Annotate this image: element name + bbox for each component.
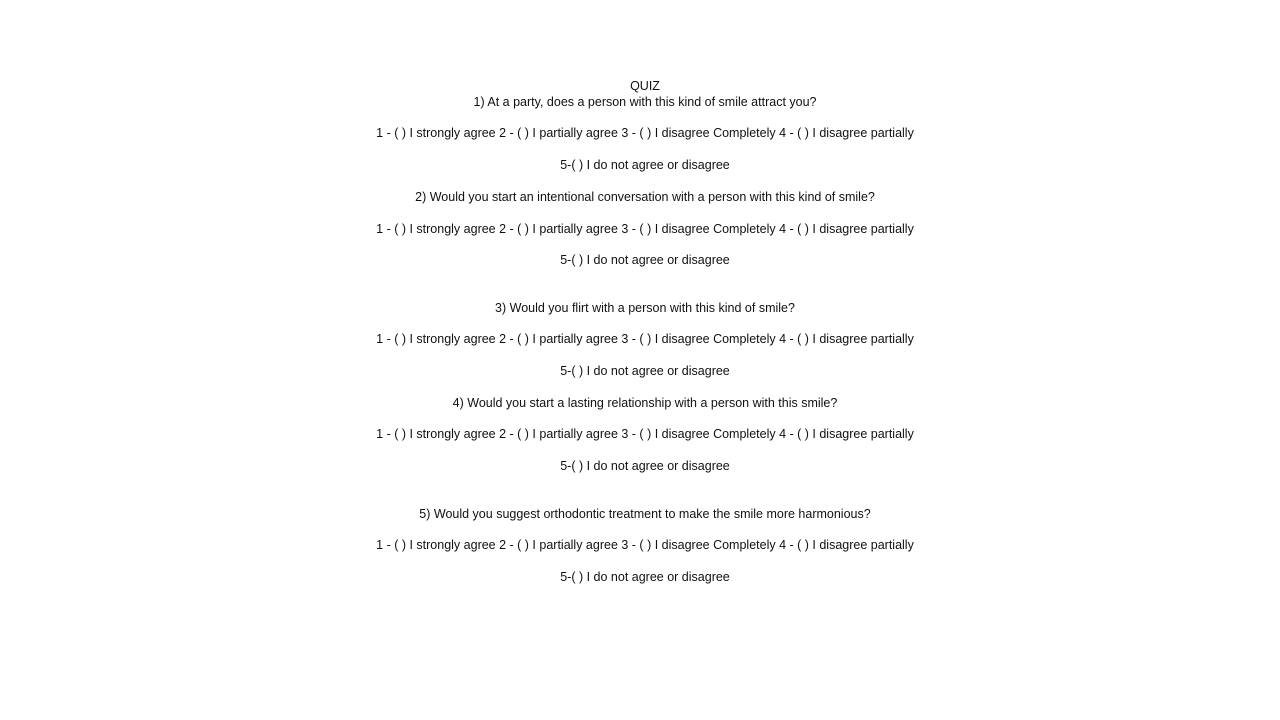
- question-5-options: 1 - ( ) I strongly agree 2 - ( ) I partially agree 3 - ( ) I disagree Completely 4 - ( ) I disagree partially: [376, 538, 914, 552]
- question-3-neutral-option: 5-( ) I do not agree or disagree: [560, 364, 730, 378]
- question-1-neutral-option: 5-( ) I do not agree or disagree: [560, 158, 730, 172]
- question-4-options: 1 - ( ) I strongly agree 2 - ( ) I partially agree 3 - ( ) I disagree Completely 4 - ( ) I disagree partially: [376, 427, 914, 441]
- question-3: 3) Would you flirt with a person with this kind of smile?: [495, 301, 795, 315]
- question-4: 4) Would you start a lasting relationship with a person with this smile?: [452, 396, 838, 410]
- quiz-title: QUIZ: [630, 79, 660, 93]
- question-5: 5) Would you suggest orthodontic treatment to make the smile more harmonious?: [419, 507, 871, 521]
- question-2: 2) Would you start an intentional conversation with a person with this kind of smile?: [415, 190, 875, 204]
- question-5-neutral-option: 5-( ) I do not agree or disagree: [560, 570, 730, 584]
- question-4-neutral-option: 5-( ) I do not agree or disagree: [560, 459, 730, 473]
- question-1-options: 1 - ( ) I strongly agree 2 - ( ) I partially agree 3 - ( ) I disagree Completely 4 - ( ) I disagree partially: [376, 126, 914, 140]
- question-2-neutral-option: 5-( ) I do not agree or disagree: [560, 253, 730, 267]
- question-2-options: 1 - ( ) I strongly agree 2 - ( ) I partially agree 3 - ( ) I disagree Completely 4 - ( ) I disagree partially: [376, 222, 914, 236]
- question-1: 1) At a party, does a person with this kind of smile attract you?: [473, 95, 817, 109]
- question-3-options: 1 - ( ) I strongly agree 2 - ( ) I partially agree 3 - ( ) I disagree Completely 4 - ( ) I disagree partially: [376, 332, 914, 346]
